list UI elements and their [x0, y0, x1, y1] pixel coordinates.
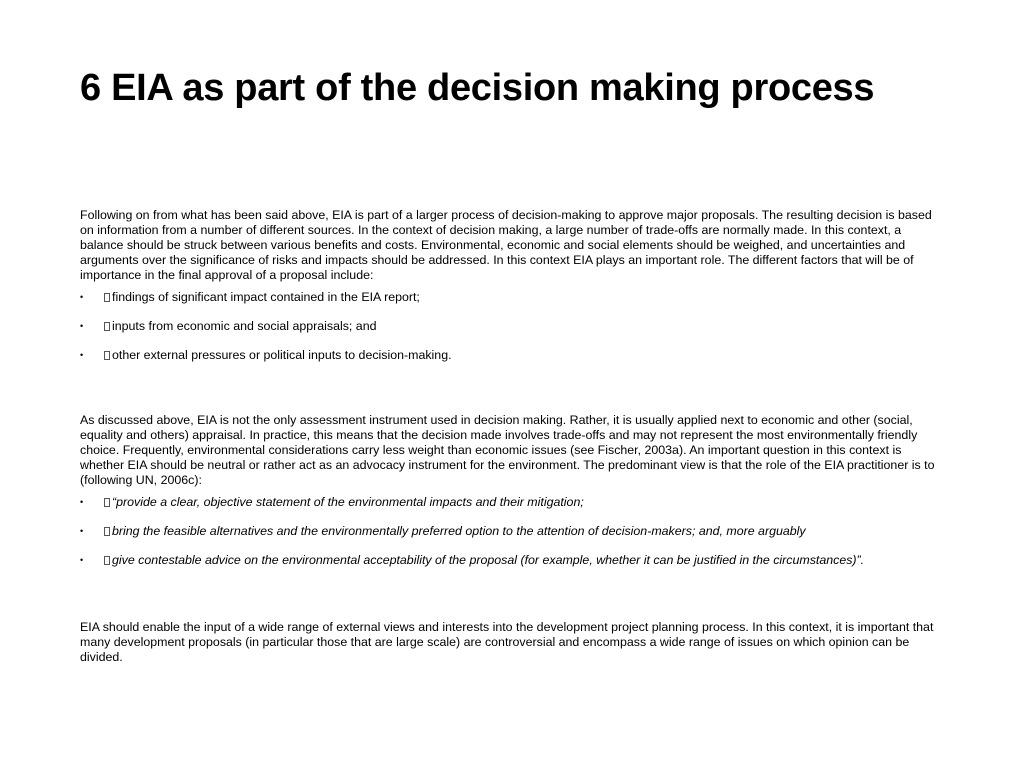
list-item — [80, 553, 942, 568]
list-item-text: “provide a clear, objective statement of the environmental impacts and their mitigation; — [112, 495, 584, 509]
factors-list — [80, 290, 942, 363]
bullet-icon: • — [80, 321, 84, 331]
missing-glyph-icon — [104, 322, 110, 331]
list-item-text: give contestable advice on the environmental acceptability of the proposal (for example, whether it can be justified in the circumstances)”. — [112, 553, 865, 567]
list-item-text: other external pressures or political inputs to decision-making. — [112, 348, 452, 362]
paragraph-external-views: EIA should enable the input of a wide range of external views and interests into the development project planning process. In this context, it is important that many development proposals (in particular those that are large scale) are controversial and encompass a wide range of issues on which opinion can be divided. — [80, 620, 934, 664]
bullet-icon: • — [80, 350, 84, 360]
list-item-text: inputs from economic and social appraisals; and — [112, 319, 377, 333]
bullet-icon: • — [80, 555, 84, 565]
practitioner-roles-list — [80, 495, 942, 568]
missing-glyph-icon — [104, 556, 110, 565]
list-item — [80, 319, 942, 334]
missing-glyph-icon — [104, 527, 110, 536]
list-item — [80, 495, 942, 510]
list-item — [80, 524, 942, 539]
missing-glyph-icon — [104, 293, 110, 302]
list-item-text: findings of significant impact contained in the EIA report; — [112, 290, 420, 304]
missing-glyph-icon — [104, 351, 110, 360]
paragraph-assessment: As discussed above, EIA is not the only assessment instrument used in decision making. Rather, it is usually applied next to economic and other (social, equality and others) appraisal. In practice, this means that the decision made involves trade-offs and may not represent the most environmentally friendly choice. Frequently, environmental considerations carry less weight than economic issues (see Fischer, 2003a). An important question in this context is whether EIA should be neutral or rather act as an advocacy instrument for the environment. The predominant view is that the role of the EIA practitioner is to (following UN, 2006c): — [80, 413, 935, 487]
slide-title: 6 EIA as part of the decision making process — [80, 67, 875, 109]
list-item — [80, 290, 942, 305]
slide-body — [80, 208, 942, 665]
paragraph-intro: Following on from what has been said above, EIA is part of a larger process of decision-making to approve major proposals. The resulting decision is based on information from a number of different sources. In the context of decision making, a large number of trade-offs are normally made. In this context, a balance should be struck between various benefits and costs. Environmental, economic and social elements should be weighed, and uncertainties and arguments over the significance of risks and impacts should be addressed. In this context EIA plays an important role. The different factors that will be of importance in the final approval of a proposal include: — [80, 208, 932, 282]
missing-glyph-icon — [104, 498, 110, 507]
bullet-icon: • — [80, 526, 84, 536]
bullet-icon: • — [80, 497, 84, 507]
bullet-icon: • — [80, 292, 84, 302]
list-item — [80, 348, 942, 363]
list-item-text: bring the feasible alternatives and the environmentally preferred option to the attention of decision-makers; and, more arguably — [112, 524, 806, 538]
